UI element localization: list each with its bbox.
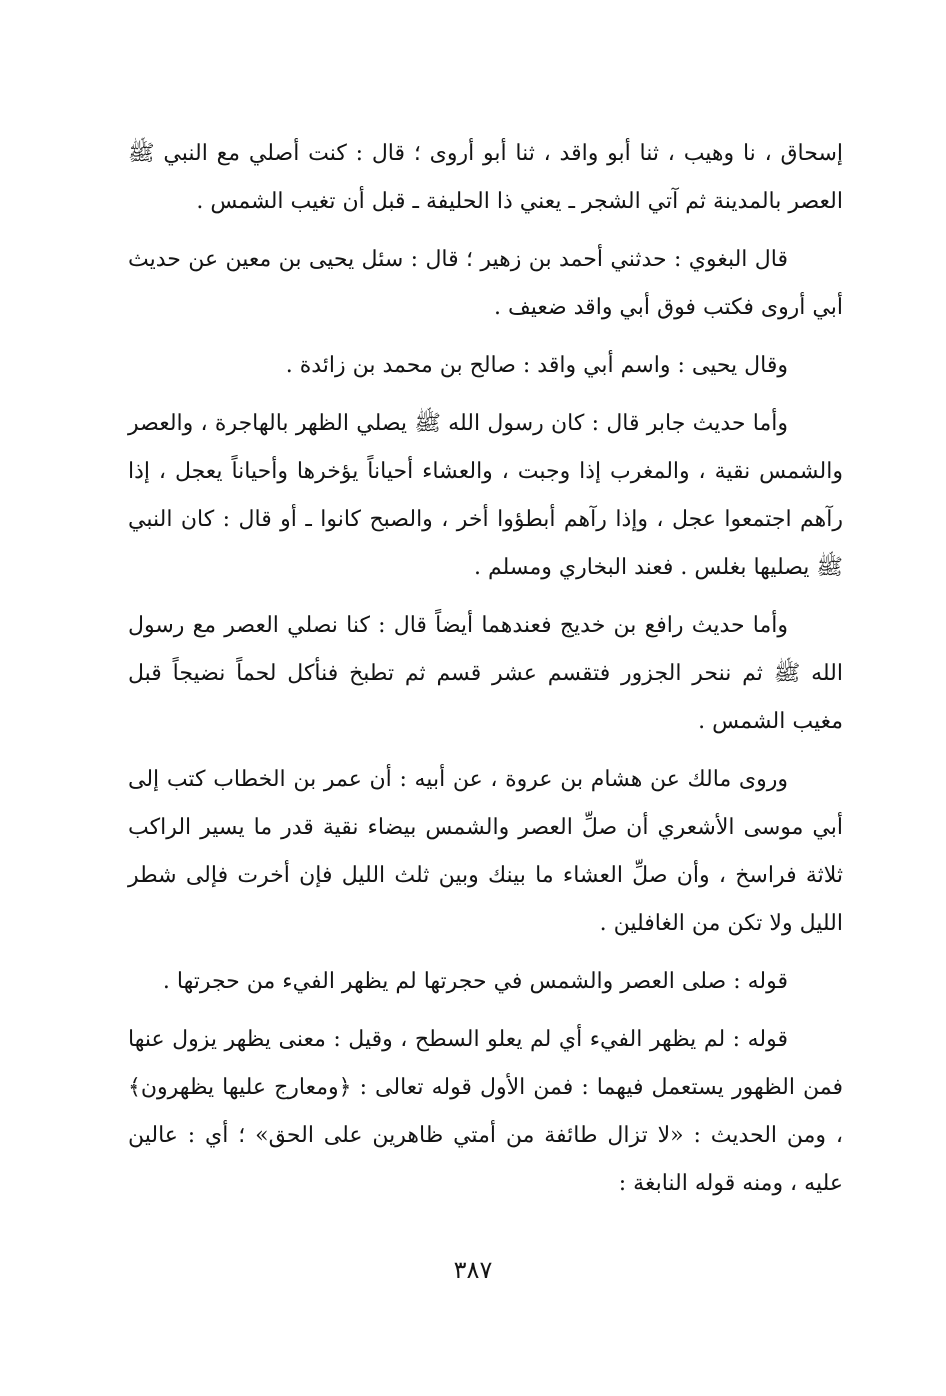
- paragraph-7: قوله : صلى العصر والشمس في حجرتها لم يظهر الفيء من حجرتها .: [162, 969, 788, 994]
- paragraph-6: وروى مالك عن هشام بن عروة ، عن أبيه : أن عمر بن الخطاب كتب إلى أبي موسى الأشعري أن صلِّ العصر والشمس بيضاء نقية قدر ما يسير الراكب ثلاثة فراسخ ، وأن صلِّ العشاء ما بينك وبين ثلث الليل فإن أخرت فإلى شطر الليل ولا تكن من الغافلين .: [128, 767, 843, 936]
- main-text: [128, 130, 843, 1218]
- paragraph-5: وأما حديث رافع بن خديج فعندهما أيضاً قال : كنا نصلي العصر مع رسول الله ﷺ ثم ننحر الجزور فتقسم عشر قسم ثم تطبخ فنأكل لحماً نضيجاً قبل مغيب الشمس .: [128, 613, 843, 734]
- paragraph-3: وقال يحيى : واسم أبي واقد : صالح بن محمد بن زائدة .: [285, 353, 788, 378]
- page-number: ٣٨٧: [453, 1256, 493, 1284]
- paragraph-1: إسحاق ، نا وهيب ، ثنا أبو واقد ، ثنا أبو أروى ؛ قال : كنت أصلي مع النبي ﷺ العصر بالمدينة ثم آتي الشجر ـ يعني ذا الحليفة ـ قبل أن تغيب الشمس .: [128, 141, 843, 214]
- paragraph-2: قال البغوي : حدثني أحمد بن زهير ؛ قال : سئل يحيى بن معين عن حديث أبي أروى فكتب فوق أبي واقد ضعيف .: [128, 247, 843, 320]
- paragraph-8: قوله : لم يظهر الفيء أي لم يعلو السطح ، وقيل : معنى يظهر يزول عنها فمن الظهور يستعمل فيهما : فمن الأول قوله تعالى : ﴿ومعارج عليها يظهرون﴾ ، ومن الحديث : «لا تزال طائفة من أمتي ظاهرين على الحق» ؛ أي : عالين عليه ، ومنه قوله النابغة :: [128, 1027, 843, 1196]
- paragraph-4: وأما حديث جابر قال : كان رسول الله ﷺ يصلي الظهر بالهاجرة ، والعصر والشمس نقية ، والمغرب إذا وجبت ، والعشاء أحياناً يؤخرها وأحياناً يعجل ، إذا رآهم اجتمعوا عجل ، وإذا رآهم أبطؤوا أخر ، والصبح كانوا ـ أو قال : كان النبي ﷺ يصليها بغلس . فعند البخاري ومسلم .: [128, 411, 843, 580]
